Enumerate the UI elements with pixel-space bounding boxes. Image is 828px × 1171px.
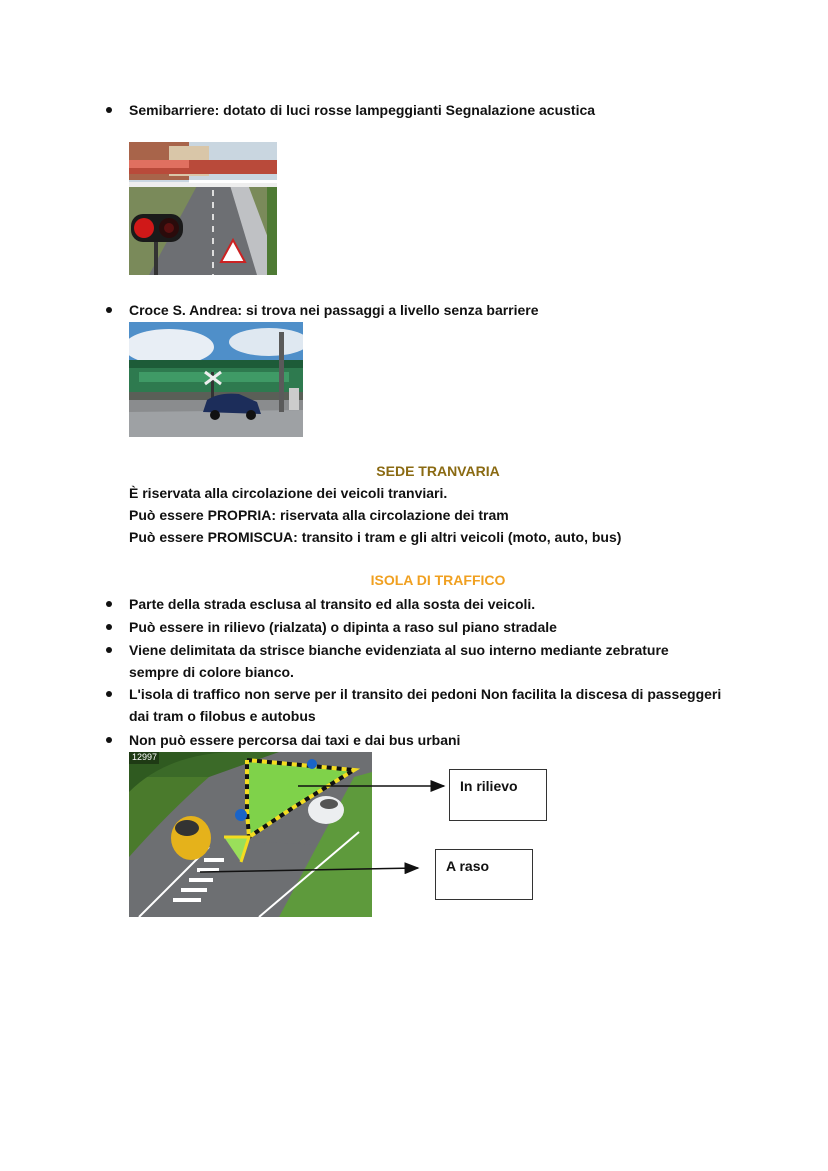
label-a-raso (435, 849, 533, 900)
label-in-rilievo (449, 769, 547, 821)
isola-bullet-5: Non può essere percorsa dai taxi e dai bus urbani (129, 732, 461, 748)
isola-traffico-heading: ISOLA DI TRAFFICO (370, 572, 506, 588)
isola-bullet-3-cont: sempre di colore bianco. (129, 664, 294, 680)
isola-bullet-4-cont: dai tram o filobus e autobus (129, 708, 316, 724)
semibarriere-text: Semibarriere: dotato di luci rosse lampeggianti Segnalazione acustica (129, 102, 596, 118)
sede-line-1: È riservata alla circolazione dei veicoli tranviari. (129, 485, 448, 501)
isola-bullet-2: Può essere in rilievo (rialzata) o dipinta a raso sul piano stradale (129, 619, 557, 635)
isola-bullet-3: Viene delimitata da strisce bianche evidenziata al suo interno mediante zebrature (129, 642, 669, 658)
sede-tranvaria-heading: SEDE TRANVARIA (376, 463, 500, 479)
label-a-raso-text: A raso (446, 858, 490, 874)
isola-bullet-1: Parte della strada esclusa al transito ed alla sosta dei veicoli. (129, 596, 536, 612)
croce-text: Croce S. Andrea: si trova nei passaggi a livello senza barriere (129, 302, 539, 318)
sede-line-2: Può essere PROPRIA: riservata alla circolazione dei tram (129, 507, 509, 523)
sede-line-3: Può essere PROMISCUA: transito i tram e gli altri veicoli (moto, auto, bus) (129, 529, 622, 545)
label-in-rilievo-text: In rilievo (460, 778, 518, 794)
image-number: 12997 (132, 752, 158, 762)
isola-bullet-4: L'isola di traffico non serve per il transito dei pedoni Non facilita la discesa di passeggeri (129, 686, 722, 702)
